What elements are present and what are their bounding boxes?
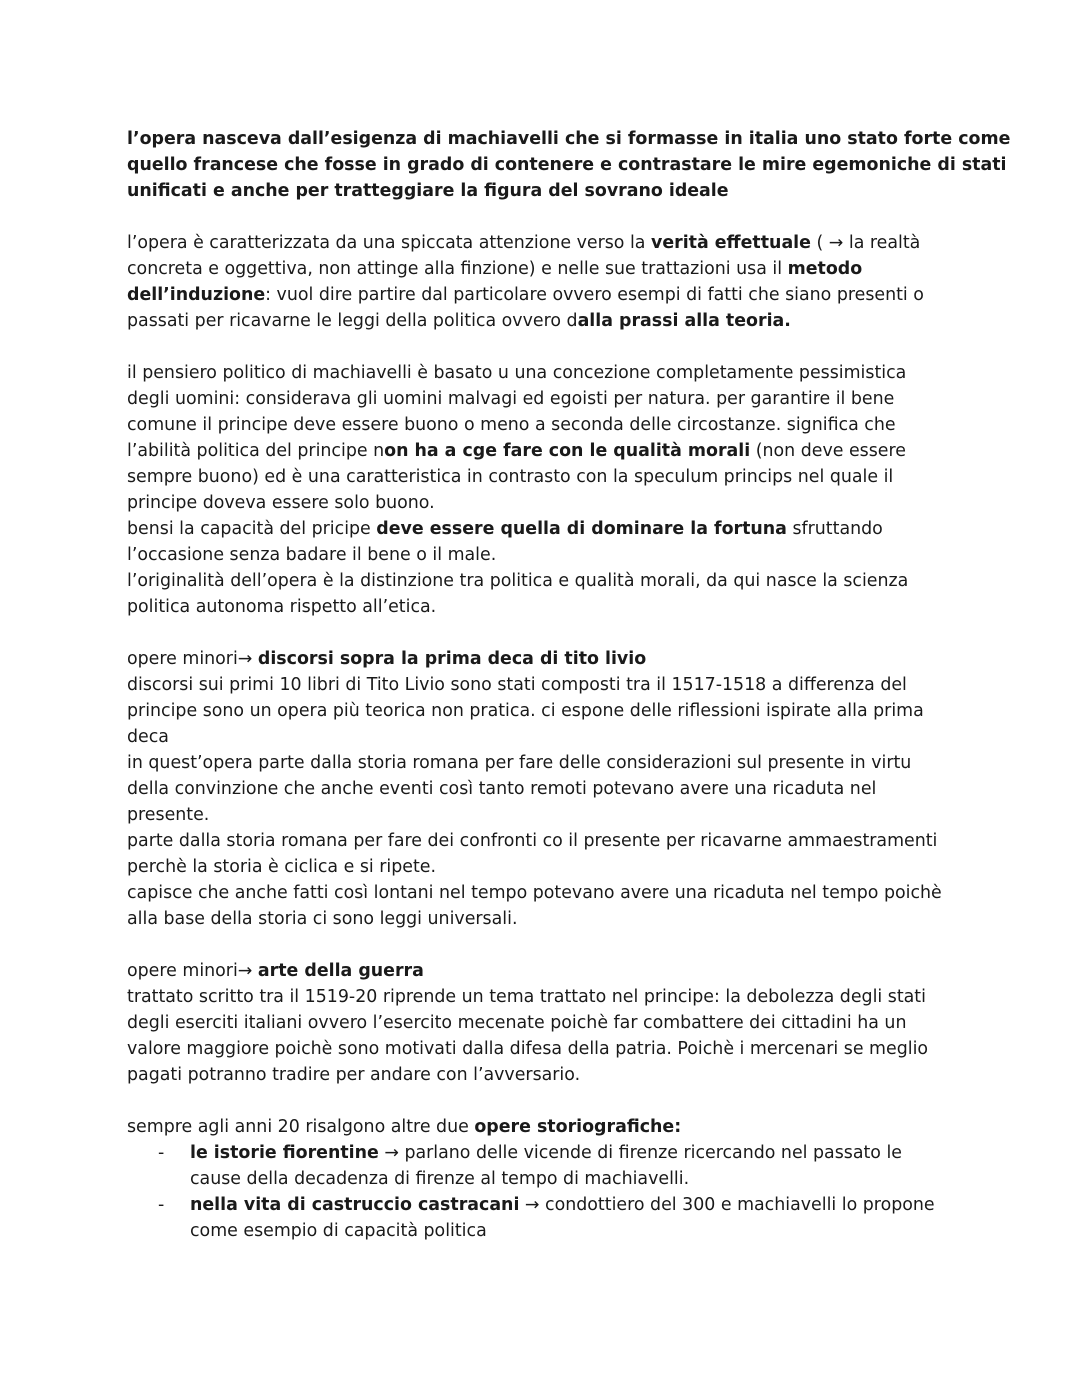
bullet-dash: - xyxy=(158,1143,165,1163)
text-line: alla base della storia ci sono leggi universali. xyxy=(127,909,518,929)
text: → condottiero del 300 e machiavelli lo propone xyxy=(519,1195,935,1215)
text-line: comune il principe deve essere buono o meno a seconda delle circostanze. significa che xyxy=(127,415,896,435)
text-line: valore maggiore poichè sono motivati dalla difesa della patria. Poichè i mercenari se meglio xyxy=(127,1039,929,1059)
discorsi-section xyxy=(127,646,957,932)
heading-prefix: opere minori→ xyxy=(127,961,258,981)
bullet-dash: - xyxy=(158,1195,165,1215)
text: concreta e oggettiva, non attinge alla finzione) e nelle sue trattazioni usa il xyxy=(127,259,788,279)
list-item xyxy=(127,1140,957,1192)
section-heading xyxy=(127,646,957,672)
text-line: presente. xyxy=(127,805,210,825)
heading-title: arte della guerra xyxy=(257,961,424,981)
bold-text: dell’induzione xyxy=(127,285,266,305)
text-line: principe sono un opera più teorica non pratica. ci espone delle riflessioni ispirate alla prima xyxy=(127,701,924,721)
text-line: parte dalla storia romana per fare dei confronti co il presente per ricavarne ammaestramenti xyxy=(127,831,938,851)
text: bensi la capacità del pricipe xyxy=(127,519,377,539)
pensiero-politico-paragraph xyxy=(127,360,957,620)
text-line: come esempio di capacità politica xyxy=(190,1221,487,1241)
verita-effettuale-paragraph xyxy=(127,230,957,334)
text: l’abilità politica del principe n xyxy=(127,441,385,461)
intro-paragraph xyxy=(127,126,1011,204)
text-line: pagati potranno tradire per andare con l’avversario. xyxy=(127,1065,581,1085)
text-line: il pensiero politico di machiavelli è basato u una concezione completamente pessimistica xyxy=(127,363,907,383)
list-item xyxy=(127,1192,957,1244)
bold-text: alla prassi alla teoria. xyxy=(577,311,791,331)
text: : vuol dire partire dal particolare ovvero esempi di fatti che siano presenti o xyxy=(265,285,924,305)
text-line: perchè la storia è ciclica e si ripete. xyxy=(127,857,437,877)
text-line: l’originalità dell’opera è la distinzione tra politica e qualità morali, da qui nasce la scienza xyxy=(127,571,909,591)
bold-text: opere storiografiche: xyxy=(474,1117,682,1137)
text-line: degli eserciti italiani ovvero l’esercito mecenate poichè far combattere dei cittadini ha un xyxy=(127,1013,907,1033)
text-line: in quest’opera parte dalla storia romana per fare delle considerazioni sul presente in virtu xyxy=(127,753,912,773)
text: sfruttando xyxy=(786,519,883,539)
text: ( → la realtà xyxy=(810,233,921,253)
intro-line: quello francese che fosse in grado di contenere e contrastare le mire egemoniche di stati xyxy=(127,155,1007,175)
bold-text: le istorie fiorentine xyxy=(190,1143,379,1163)
text-line: discorsi sui primi 10 libri di Tito Livio sono stati composti tra il 1517-1518 a differenza del xyxy=(127,675,907,695)
intro-line: l’opera nasceva dall’esigenza di machiavelli che si formasse in italia uno stato forte come xyxy=(127,129,1011,149)
text-line: capisce che anche fatti così lontani nel tempo potevano avere una ricaduta nel tempo poichè xyxy=(127,883,942,903)
text-line: principe doveva essere solo buono. xyxy=(127,493,435,513)
heading-prefix: opere minori→ xyxy=(127,649,258,669)
text: l’opera è caratterizzata da una spiccata attenzione verso la xyxy=(127,233,651,253)
text-line: l’occasione senza badare il bene o il male. xyxy=(127,545,497,565)
bold-text: metodo xyxy=(787,259,863,279)
text-line: trattato scritto tra il 1519-20 riprende un tema trattato nel principe: la debolezza degli stati xyxy=(127,987,926,1007)
text-line: sempre buono) ed è una caratteristica in contrasto con la speculum princips nel quale il xyxy=(127,467,894,487)
arte-della-guerra-section xyxy=(127,958,957,1088)
opere-storiografiche-section xyxy=(127,1114,957,1244)
heading-title: discorsi sopra la prima deca di tito livio xyxy=(257,649,647,669)
text-line: politica autonoma rispetto all’etica. xyxy=(127,597,437,617)
bold-text: nella vita di castruccio castracani xyxy=(190,1195,520,1215)
bold-text: verità effettuale xyxy=(650,233,811,253)
text: passati per ricavarne le leggi della politica ovvero d xyxy=(127,311,578,331)
document-content xyxy=(127,126,1011,1244)
text-line: cause della decadenza di firenze al tempo di machiavelli. xyxy=(190,1169,690,1189)
text-line: deca xyxy=(127,727,169,747)
text: (non deve essere xyxy=(750,441,906,461)
text-line: degli uomini: considerava gli uomini malvagi ed egoisti per natura. per garantire il bene xyxy=(127,389,895,409)
text: → parlano delle vicende di firenze ricercando nel passato le xyxy=(378,1143,902,1163)
intro-line: unificati e anche per tratteggiare la figura del sovrano ideale xyxy=(127,181,729,201)
bold-text: on ha a cge fare con le qualità morali xyxy=(384,441,751,461)
text: sempre agli anni 20 risalgono altre due xyxy=(127,1117,475,1137)
bold-text: deve essere quella di dominare la fortuna xyxy=(376,519,787,539)
text-line: della convinzione che anche eventi così tanto remoti potevano avere una ricaduta nel xyxy=(127,779,877,799)
section-heading xyxy=(127,958,957,984)
